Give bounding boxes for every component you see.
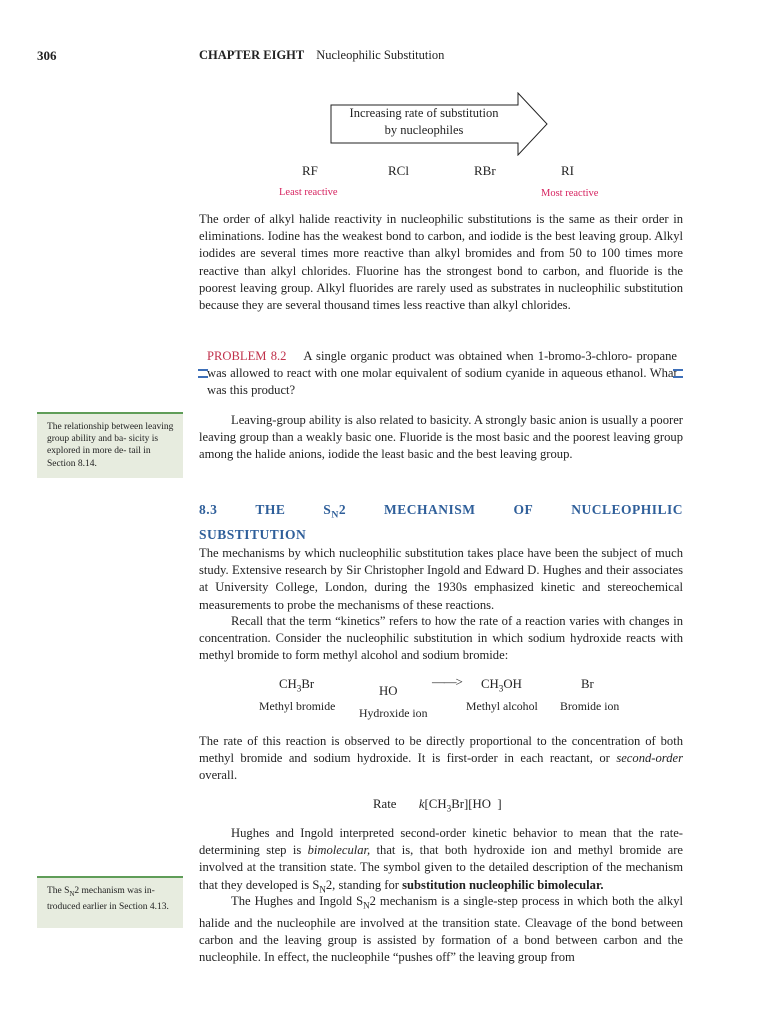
section-sn2: $S_N2$ [323,502,347,521]
halide-rf: RF [302,163,318,178]
sidenote-sn2: The $S_N2$ mechanism was in- troduced earlier in Section 4.13. [37,876,183,928]
label-bromide-ion: Bromide ion [560,699,620,713]
reaction-arrow: ——> [432,675,462,689]
section-word-the: THE [255,502,286,517]
reactant-hydroxide: HO [379,684,398,698]
paragraph-single-step: The Hughes and Ingold $S_N2$ mechanism is a single-step process in which both the alkyl halide and the nucleophile are involved at the transition state. Cleavage of the bond between carbon and the leaving group is assisted by formation of a bond between carbon and the nucleophile. In effect, the nucleophile “pushes off” the leaving group from [199,894,683,965]
rate-law: Rate $k[CH_3Br][HO$ ] [373,797,502,814]
page-number: 306 [37,48,57,63]
chapter-title: Nucleophilic Substitution [316,48,445,62]
section-word-nucleophilic: NUCLEOPHILIC [571,502,683,517]
margin-marker-right [673,369,683,378]
problem-label: PROBLEM 8.2 [207,349,287,363]
paragraph-kinetics: Recall that the term “kinetics” refers to how the rate of a reaction varies with changes in concentration. Consider the nucleophilic substitution in which sodium hydroxide reacts with methyl bromide to form methyl alcohol and sodium bromide: [199,614,683,663]
halide-rcl: RCl [388,163,409,178]
section-word-mechanism: MECHANISM [384,502,476,517]
arrow-caption-line1: Increasing rate of substitution [349,106,499,120]
running-header [199,48,444,63]
section-word-of: OF [513,502,534,517]
section-heading [199,500,683,544]
product-bromide: Br [581,677,594,691]
label-methyl-bromide: Methyl bromide [259,699,336,713]
most-reactive-label: Most reactive [541,188,599,199]
section-word-substitution: SUBSTITUTION [199,526,307,542]
paragraph-rate: The rate of this reaction is observed to be directly proportional to the concentration of both methyl bromide and sodium hydroxide. It is first-order in each reactant, or second-order overall. [199,734,683,783]
label-hydroxide-ion: Hydroxide ion [359,706,428,720]
problem-text: A single organic product was obtained when 1-bromo-3-chloro- propane was allowed to react with one molar equivalent of sodium cyanide in aqueous ethanol. What was this product? [207,349,678,397]
paragraph-basicity: Leaving-group ability is also related to basicity. A strongly basic anion is usually a poorer leaving group than a weakly basic one. Fluoride is the most basic and the poorest leaving group among the halide anions, iodide the least basic and the best leaving group. [199,413,683,462]
paragraph-mechanisms: The mechanisms by which nucleophilic substitution takes place have been the subject of much study. Extensive research by Sir Christopher Ingold and Edward D. Hughes and their associates at University College, London, during the 1930s emphasized kinetic and stereochemical measurements to probe the mechanisms of these reactions. [199,546,683,612]
paragraph-bimolecular: Hughes and Ingold interpreted second-order kinetic behavior to mean that the rate-determining step is bimolecular, that is, that both hydroxide ion and methyl bromide are involved at the transition state. The symbol given to the detailed description of the mechanism that they developed is $S_N2$, standing for substitution nucleophilic bimolecular. [199,826,683,895]
paragraph-reactivity: The order of alkyl halide reactivity in nucleophilic substitutions is the same as their order in eliminations. Iodine has the weakest bond to carbon, and iodide is the best leaving group. Alkyl iodides are several times more reactive than alkyl bromides and from 50 to 100 times more reactive than alkyl chlorides. Fluorine has the strongest bond to carbon, and fluoride is the poorest leaving group. Alkyl fluorides are rarely used as substrates in nucleophilic substitution because they are several thousand times less reactive than alkyl chlorides. [199,212,683,313]
margin-marker-left [198,369,208,378]
section-number: 8.3 [199,502,218,517]
halide-rbr: RBr [474,163,496,178]
least-reactive-label: Least reactive [279,187,338,198]
halide-ri: RI [561,163,574,178]
chapter-label: CHAPTER EIGHT [199,48,305,62]
label-methyl-alcohol: Methyl alcohol [466,699,538,713]
problem-8-2 [207,348,677,399]
sidenote-leaving-group: The relationship between leaving group ability and ba- sicity is explored in more de- tail in Section 8.14. [37,412,183,478]
product-methyl-alcohol: $CH_3OH$ [481,677,522,694]
arrow-caption-line2: by nucleophiles [384,123,464,137]
arrow-caption [330,105,518,139]
rate-label: Rate [373,797,397,811]
reactivity-arrow [330,92,550,156]
reactant-methyl-bromide: $CH_3Br$ [279,677,315,694]
